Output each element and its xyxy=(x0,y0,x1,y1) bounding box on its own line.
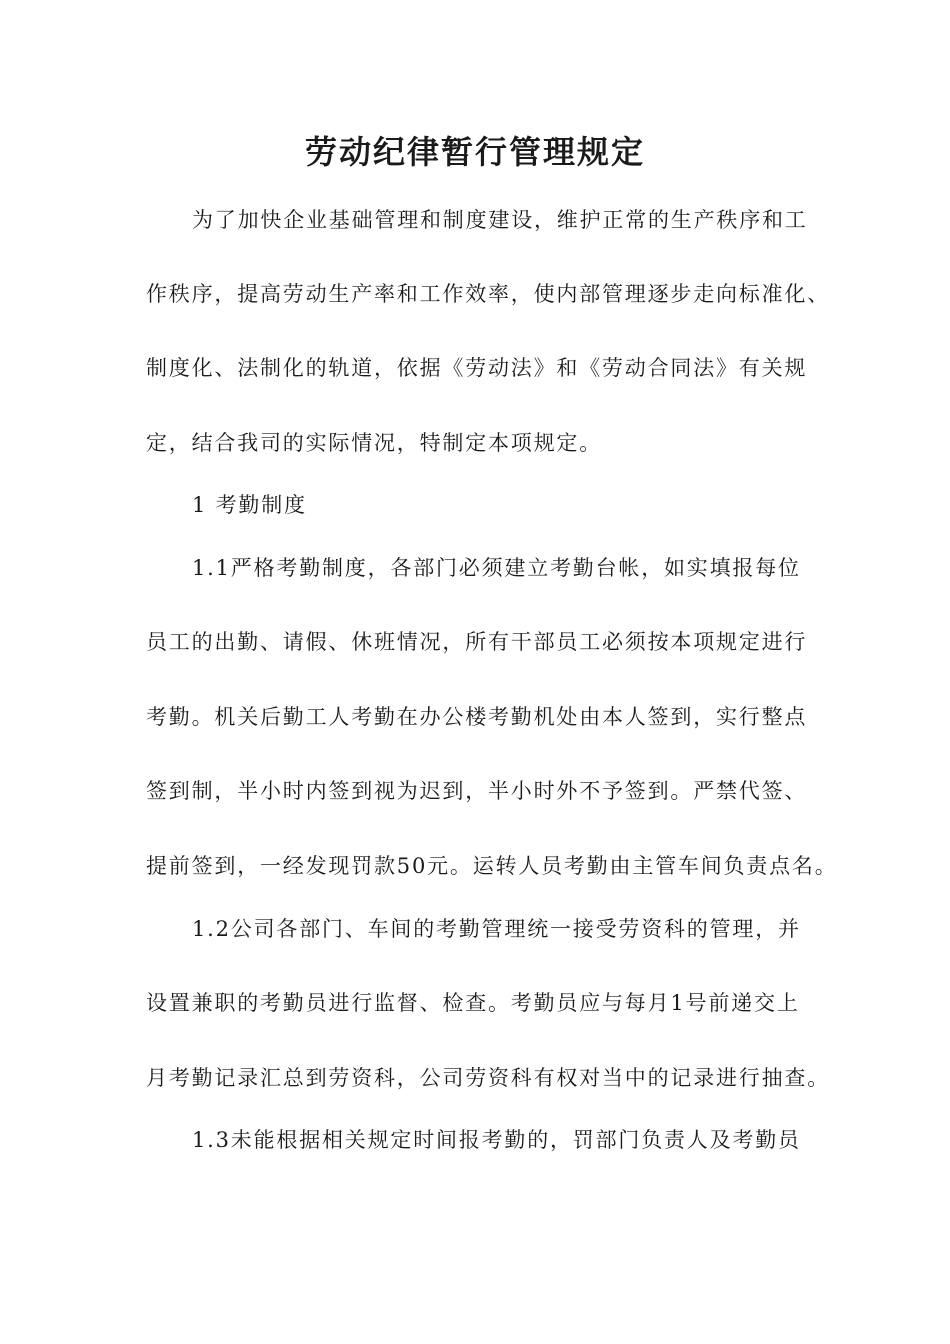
paragraph-line: 提前签到，一经发现罚款50元。运转人员考勤由主管车间负责点名。 xyxy=(146,854,838,878)
paragraph-line: 员工的出勤、请假、休班情况，所有干部员工必须按本项规定进行 xyxy=(146,630,808,654)
paragraph-line: 签到制，半小时内签到视为迟到，半小时外不予签到。严禁代签、 xyxy=(146,779,808,803)
paragraph-line: 制度化、法制化的轨道，依据《劳动法》和《劳动合同法》有关规 xyxy=(146,356,808,380)
paragraph-line: 1.1严格考勤制度，各部门必须建立考勤台帐，如实填报每位 xyxy=(192,556,801,580)
document-title: 劳动纪律暂行管理规定 xyxy=(304,133,645,171)
section-heading: 1 考勤制度 xyxy=(192,493,307,517)
paragraph-line: 考勤。机关后勤工人考勤在办公楼考勤机处由本人签到，实行整点 xyxy=(146,705,808,729)
paragraph-line: 作秩序，提高劳动生产率和工作效率，使内部管理逐步走向标准化、 xyxy=(146,282,830,306)
paragraph-line: 定，结合我司的实际情况，特制定本项规定。 xyxy=(146,431,602,455)
paragraph-line: 为了加快企业基础管理和制度建设，维护正常的生产秩序和工 xyxy=(192,208,808,232)
paragraph-line: 1.2公司各部门、车间的考勤管理统一接受劳资科的管理，并 xyxy=(192,917,801,941)
paragraph-line: 月考勤记录汇总到劳资科，公司劳资科有权对当中的记录进行抽查。 xyxy=(146,1066,830,1090)
paragraph-line: 设置兼职的考勤员进行监督、检查。考勤员应与每月1号前递交上 xyxy=(146,991,800,1015)
paragraph-line: 1.3未能根据相关规定时间报考勤的，罚部门负责人及考勤员 xyxy=(192,1128,801,1152)
